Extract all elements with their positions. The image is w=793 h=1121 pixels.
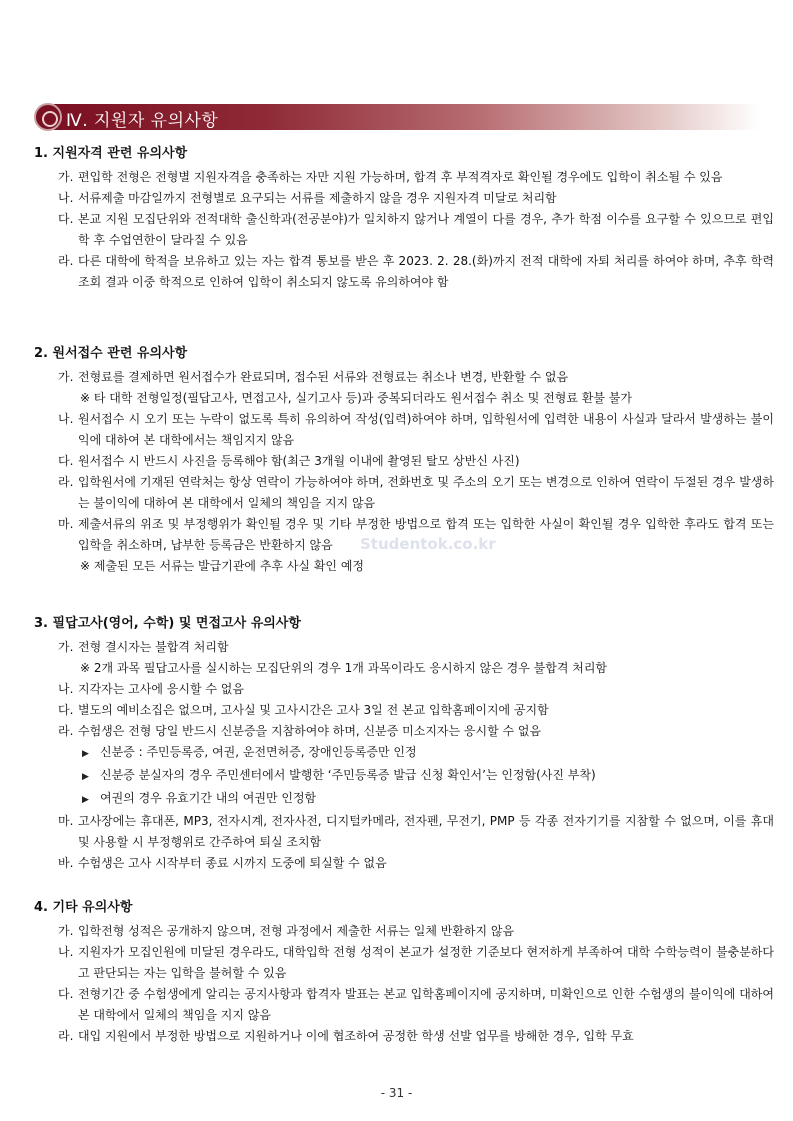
sub-item-text: 신분증 분실자의 경우 주민센터에서 발행한 ‘주민등록증 발급 신청 확인서’는 인정함(사진 부착) xyxy=(100,768,596,782)
list-item-text: 제출서류의 위조 및 부정행위가 확인될 경우 및 기타 부정한 방법으로 합격 또는 입학한 사실이 확인될 경우 입학한 후라도 합격 또는 입학을 취소하며, 납부한 등록금은 반환하지 않음 xyxy=(78,517,774,552)
sub-item xyxy=(34,742,774,765)
list-item-text: 편입학 전형은 전형별 지원자격을 충족하는 자만 지원 가능하며, 합격 후 부적격자로 확인될 경우에도 입학이 취소될 수 있음 xyxy=(78,170,723,184)
bullet-triangle-icon: ▶ xyxy=(82,772,89,782)
list-item xyxy=(34,721,774,742)
list-item-marker: 다. xyxy=(58,987,74,1001)
list-item-text: 지원자가 모집인원에 미달된 경우라도, 대학입학 전형 성적이 본교가 설정한 기준보다 현저하게 부족하여 대학 수학능력이 불충분하다고 판단되는 자는 입학을 불허할 수 있음 xyxy=(78,945,774,980)
list-item-text: 서류제출 마감일까지 전형별로 요구되는 서류를 제출하지 않을 경우 지원자격 미달로 처리함 xyxy=(78,191,557,205)
list-item-marker: 가. xyxy=(58,640,74,654)
list-item xyxy=(34,167,774,188)
section-title: 3. 필답고사(영어, 수학) 및 면접고사 유의사항 xyxy=(34,616,301,631)
list-item-marker: 나. xyxy=(58,191,74,205)
list-item xyxy=(34,451,774,472)
list-item-marker: 마. xyxy=(58,517,74,531)
university-emblem-icon xyxy=(34,103,62,131)
list-item-text: 전형 결시자는 불합격 처리함 xyxy=(78,640,229,654)
section-title: 4. 기타 유의사항 xyxy=(34,900,133,915)
section-eligibility xyxy=(34,142,774,293)
list-item xyxy=(34,637,774,658)
list-item xyxy=(34,367,774,388)
sub-item-text: 신분증 : 주민등록증, 여권, 운전면허증, 장애인등록증만 인정 xyxy=(100,745,417,759)
note: ※ 제출된 모든 서류는 발급기관에 추후 사실 확인 예정 xyxy=(80,559,365,573)
list-item xyxy=(34,853,774,874)
list-item-text: 다른 대학에 학적을 보유하고 있는 자는 합격 통보를 받은 후 2023. 2. 28.(화)까지 전적 대학에 자퇴 처리를 하여야 하며, 추후 학력조회 결과 이중 학적으로 인하여 입학이 취소되지 않도록 유의하여야 함 xyxy=(78,254,774,289)
sub-item xyxy=(34,788,774,811)
section-title: 1. 지원자격 관련 유의사항 xyxy=(34,146,188,161)
list-item-marker: 가. xyxy=(58,924,74,938)
watermark: Studentok.co.kr xyxy=(360,535,496,553)
sub-item xyxy=(34,765,774,788)
list-item-marker: 라. xyxy=(58,475,74,489)
list-item-text: 별도의 예비소집은 없으며, 고사실 및 고사시간은 고사 3일 전 본교 입학홈페이지에 공지함 xyxy=(78,703,549,717)
list-item-text: 고사장에는 휴대폰, MP3, 전자시계, 전자사전, 디지털카메라, 전자펜, 무전기, PMP 등 각종 전자기기를 지참할 수 없으며, 이를 휴대 및 사용할 시 부정행위로 간주하여 퇴실 조치함 xyxy=(78,814,774,849)
list-item-text: 원서접수 시 오기 또는 누락이 없도록 특히 유의하여 작성(입력)하여야 하며, 입학원서에 입력한 내용이 사실과 달라서 발생하는 불이익에 대하여 본 대학에서는 책임지지 않음 xyxy=(78,412,774,447)
list-item-marker: 바. xyxy=(58,856,74,870)
list-item-marker: 다. xyxy=(58,212,74,226)
list-item-text: 입학원서에 기재된 연락처는 항상 연락이 가능하여야 하며, 전화번호 및 주소의 오기 또는 변경으로 인하여 연락이 두절된 경우 발생하는 불이익에 대하여 본 대학에서 일체의 책임을 지지 않음 xyxy=(78,475,774,510)
list-item-text: 본교 지원 모집단위와 전적대학 출신학과(전공분야)가 일치하지 않거나 계열이 다를 경우, 추가 학점 이수를 요구할 수 있으므로 편입학 후 수업연한이 달라질 수 있음 xyxy=(78,212,774,247)
list-item-marker: 마. xyxy=(58,814,74,828)
list-item xyxy=(34,409,774,451)
list-item xyxy=(34,188,774,209)
list-item xyxy=(34,679,774,700)
list-item-marker: 가. xyxy=(58,170,74,184)
list-item xyxy=(34,209,774,251)
list-item xyxy=(34,251,774,293)
list-item-text: 전형기간 중 수험생에게 알리는 공지사항과 합격자 발표는 본교 입학홈페이지에 공지하며, 미확인으로 인한 수험생의 불이익에 대하여 본 대학에서 일체의 책임을 지지 않음 xyxy=(78,987,774,1022)
note: ※ 타 대학 전형일정(필답고사, 면접고사, 실기고사 등)과 중복되더라도 원서접수 취소 및 전형료 환불 불가 xyxy=(80,391,632,405)
list-item xyxy=(34,984,774,1026)
page-number: - 31 - xyxy=(380,1086,413,1100)
list-item-text: 수험생은 전형 당일 반드시 신분증을 지참하여야 하며, 신분증 미소지자는 응시할 수 없음 xyxy=(78,724,542,738)
list-item-marker: 다. xyxy=(58,454,74,468)
list-item-marker: 나. xyxy=(58,945,74,959)
list-item xyxy=(34,1026,774,1047)
list-item-marker: 나. xyxy=(58,412,74,426)
list-item xyxy=(34,921,774,942)
section-other xyxy=(34,896,774,1047)
page-title: Ⅳ. 지원자 유의사항 xyxy=(66,111,219,131)
list-item-text: 전형료를 결제하면 원서접수가 완료되며, 접수된 서류와 전형료는 취소나 변경, 반환할 수 없음 xyxy=(78,370,569,384)
list-item-marker: 가. xyxy=(58,370,74,384)
list-item-text: 입학전형 성적은 공개하지 않으며, 전형 과정에서 제출한 서류는 일체 반환하지 않음 xyxy=(78,924,515,938)
note: ※ 2개 과목 필답고사를 실시하는 모집단위의 경우 1개 과목이라도 응시하지 않은 경우 불합격 처리함 xyxy=(80,661,608,675)
list-item-text: 대입 지원에서 부정한 방법으로 지원하거나 이에 협조하여 공정한 학생 선발 업무를 방해한 경우, 입학 무효 xyxy=(78,1029,634,1043)
sub-item-text: 여권의 경우 유효기간 내의 여권만 인정함 xyxy=(100,791,317,805)
bullet-triangle-icon: ▶ xyxy=(82,795,89,805)
section-banner xyxy=(34,104,760,130)
list-item-marker: 다. xyxy=(58,703,74,717)
list-item-text: 원서접수 시 반드시 사진을 등록해야 함(최근 3개월 이내에 촬영된 탈모 상반신 사진) xyxy=(78,454,520,468)
bullet-triangle-icon: ▶ xyxy=(82,749,89,759)
list-item-marker: 라. xyxy=(58,724,74,738)
list-item-text: 지각자는 고사에 응시할 수 없음 xyxy=(78,682,244,696)
list-item xyxy=(34,811,774,853)
list-item-marker: 라. xyxy=(58,254,74,268)
section-title: 2. 원서접수 관련 유의사항 xyxy=(34,346,188,361)
list-item-marker: 라. xyxy=(58,1029,74,1043)
list-item-text: 수험생은 고사 시작부터 종료 시까지 도중에 퇴실할 수 없음 xyxy=(78,856,387,870)
list-item xyxy=(34,700,774,721)
list-item xyxy=(34,472,774,514)
list-item-marker: 나. xyxy=(58,682,74,696)
section-exam xyxy=(34,612,774,874)
list-item xyxy=(34,942,774,984)
